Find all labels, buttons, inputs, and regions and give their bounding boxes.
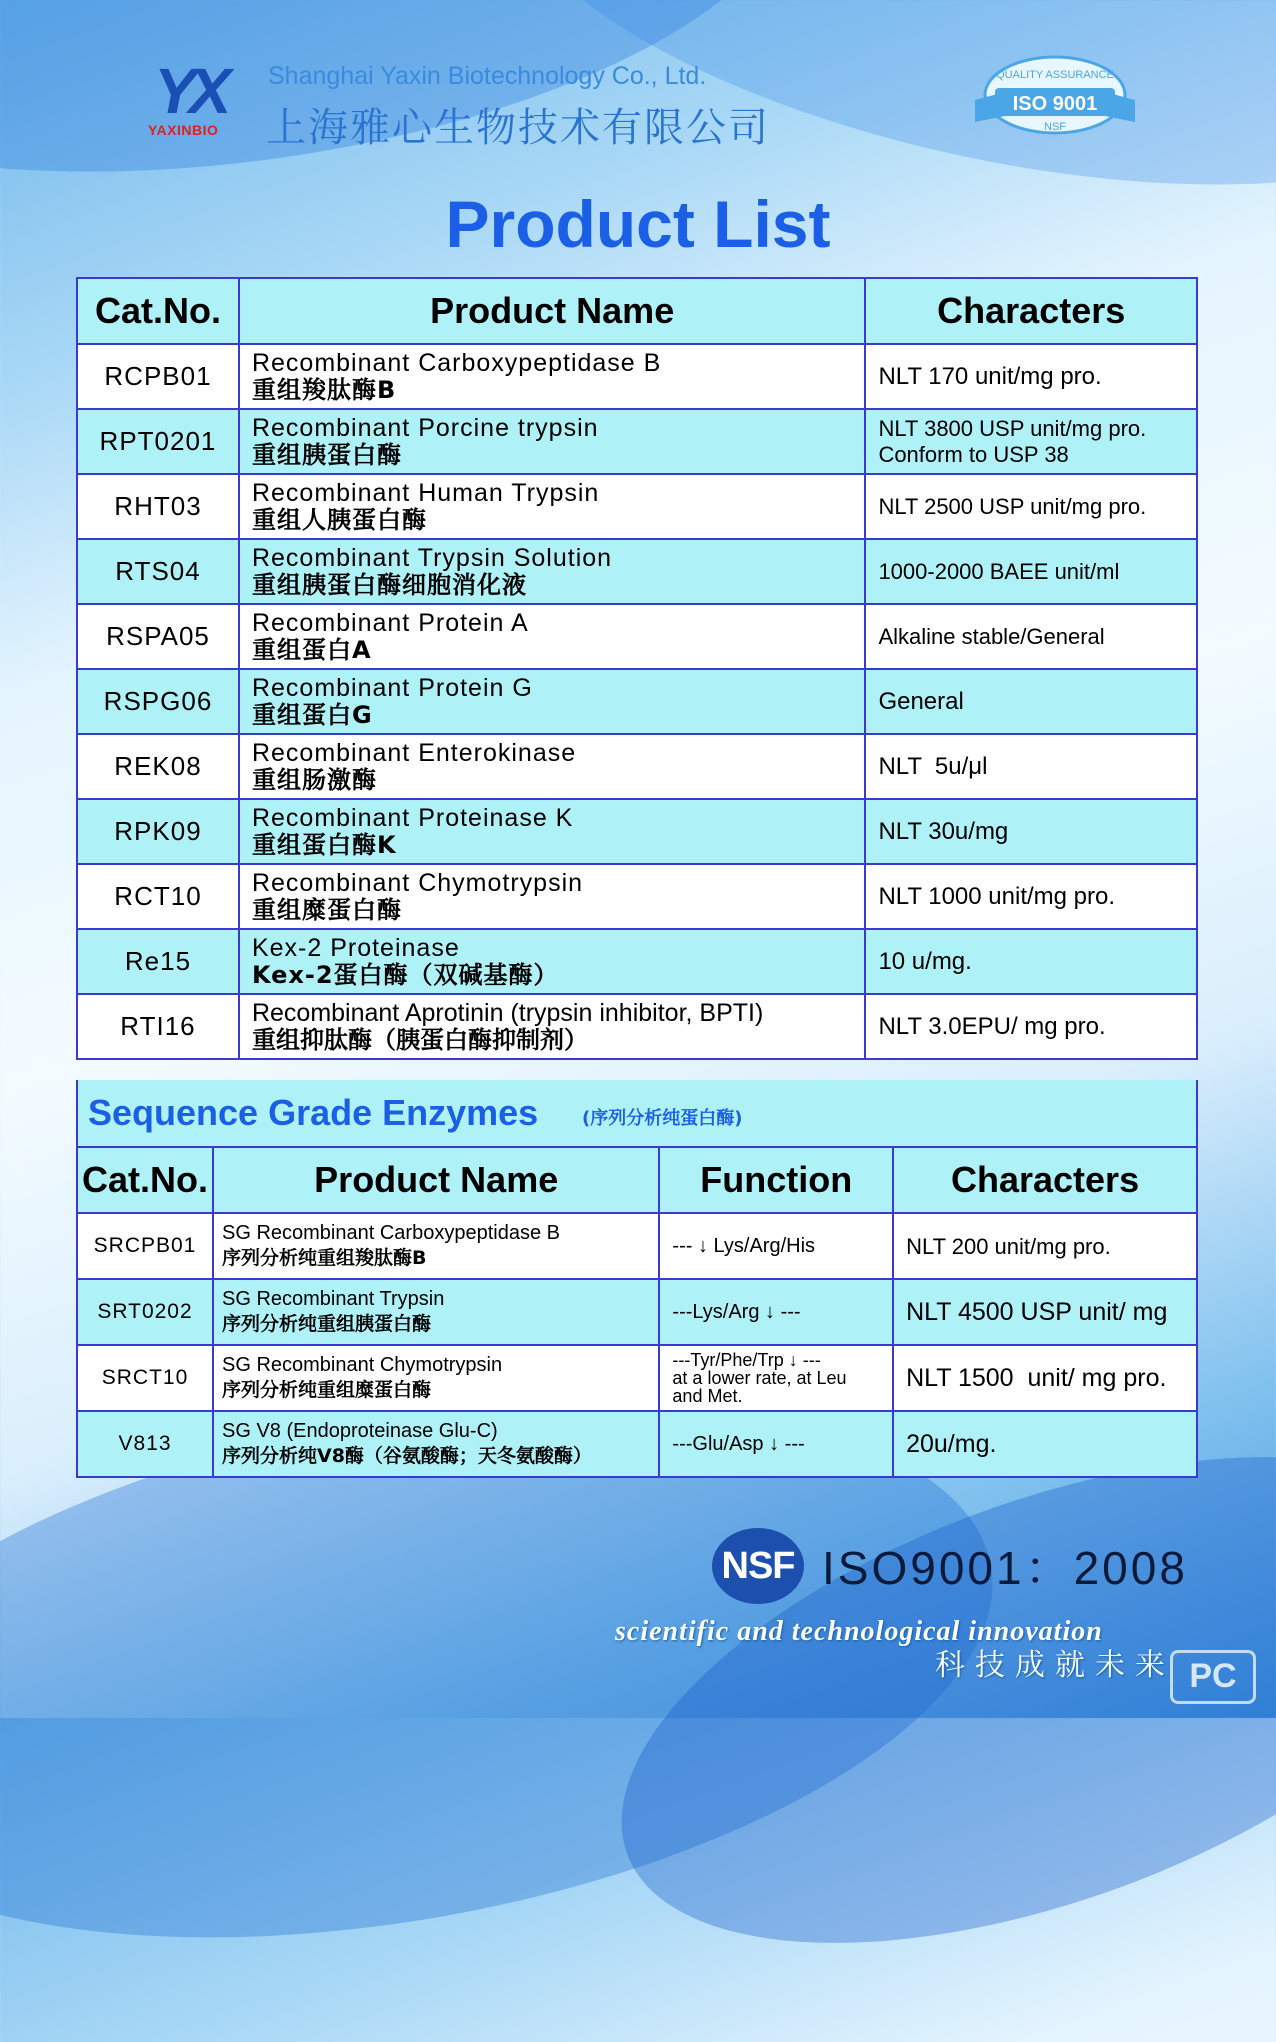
table-row — [77, 1345, 1197, 1411]
product-name-en: Recombinant Enterokinase — [251, 738, 577, 767]
characters-cell: NLT 3.0EPU/ mg pro. — [865, 994, 1197, 1059]
table-row — [77, 734, 1197, 799]
table-row — [77, 994, 1197, 1059]
product-name-cn: 重组胰蛋白酶 — [251, 440, 402, 469]
product-name-cn: 重组糜蛋白酶 — [251, 895, 402, 924]
cat-no-cell: RSPA05 — [77, 604, 239, 669]
product-name-cn: 重组抑肽酶（胰蛋白酶抑制剂） — [251, 1025, 588, 1054]
slogan-cn: 科技成就未来 — [935, 1648, 1175, 1683]
header-function: Function — [659, 1147, 893, 1213]
characters-cell: NLT 4500 USP unit/ mg — [893, 1279, 1197, 1345]
characters-cell: NLT 1000 unit/mg pro. — [865, 864, 1197, 929]
iso-quality-badge — [965, 50, 1145, 140]
characters-cell: NLT 30u/mg — [865, 799, 1197, 864]
product-name-cn: 序列分析纯重组糜蛋白酶 — [222, 1379, 432, 1401]
characters-cell — [865, 409, 1197, 474]
product-name-cell — [213, 1279, 659, 1345]
product-name-cell — [239, 604, 865, 669]
cat-no-cell: RHT03 — [77, 474, 239, 539]
product-name-en: Recombinant Chymotrypsin — [251, 868, 584, 897]
cat-no-cell: V813 — [77, 1411, 213, 1477]
table-row — [77, 344, 1197, 409]
product-name-en: Recombinant Human Trypsin — [251, 478, 600, 507]
characters-line: NLT 3800 USP unit/mg pro. — [878, 415, 1147, 441]
cat-no-cell: RPK09 — [77, 799, 239, 864]
watermark-logo: PC — [1170, 1650, 1256, 1704]
product-name-cell — [239, 344, 865, 409]
product-name-cell — [239, 474, 865, 539]
characters-cell: 20u/mg. — [893, 1411, 1197, 1477]
page-title: Product List — [445, 187, 831, 261]
iso-badge-bottom: NSF — [1044, 121, 1066, 133]
header-product-name: Product Name — [239, 278, 865, 344]
characters-cell: 10 u/mg. — [865, 929, 1197, 994]
section-title-cn: (序列分析纯蛋白酶) — [582, 1108, 743, 1129]
product-name-en: Recombinant Carboxypeptidase B — [251, 348, 662, 377]
product-name-en: SG Recombinant Chymotrypsin — [222, 1354, 503, 1376]
product-name-cell — [213, 1345, 659, 1411]
product-name-en: SG Recombinant Carboxypeptidase B — [222, 1222, 560, 1244]
cat-no-cell: SRCPB01 — [77, 1213, 213, 1279]
function-cell: --- ↓ Lys/Arg/His — [659, 1213, 893, 1279]
cat-no-cell: RCPB01 — [77, 344, 239, 409]
product-name-cell — [239, 409, 865, 474]
product-name-en: Recombinant Proteinase K — [251, 803, 574, 832]
product-name-cn: 重组蛋白A — [251, 635, 372, 664]
function-cell: ---Glu/Asp ↓ --- — [659, 1411, 893, 1477]
cat-no-cell: RTI16 — [77, 994, 239, 1059]
function-line: ---Tyr/Phe/Trp ↓ --- — [672, 1350, 821, 1370]
product-name-cn: 重组蛋白G — [251, 700, 373, 729]
table-row — [77, 799, 1197, 864]
characters-cell: NLT 170 unit/mg pro. — [865, 344, 1197, 409]
product-name-cn: 序列分析纯重组羧肽酶B — [222, 1247, 427, 1269]
cat-no-cell: Re15 — [77, 929, 239, 994]
logo-mark: YX — [154, 55, 224, 127]
characters-cell: NLT 200 unit/mg pro. — [893, 1213, 1197, 1279]
product-name-cell — [213, 1213, 659, 1279]
product-name-cell — [239, 994, 865, 1059]
product-name-cell — [239, 929, 865, 994]
table-row — [77, 409, 1197, 474]
header-characters: Characters — [865, 278, 1197, 344]
product-name-cn: 重组人胰蛋白酶 — [251, 505, 427, 534]
table-row — [77, 1411, 1197, 1477]
header — [0, 0, 1276, 160]
product-name-cn: 重组蛋白酶K — [251, 830, 397, 859]
product-name-en: SG V8 (Endoproteinase Glu-C) — [222, 1420, 498, 1442]
table-row — [77, 864, 1197, 929]
table-row — [77, 539, 1197, 604]
characters-cell: General — [865, 669, 1197, 734]
function-cell — [659, 1345, 893, 1411]
product-name-cn: 重组肠激酶 — [251, 765, 377, 794]
product-name-cell — [239, 669, 865, 734]
nsf-logo: NSF — [712, 1528, 804, 1604]
cat-no-cell: RSPG06 — [77, 669, 239, 734]
table-header-row — [77, 278, 1197, 344]
table-row — [77, 1213, 1197, 1279]
characters-cell: NLT 1500 unit/ mg pro. — [893, 1345, 1197, 1411]
table-row — [77, 669, 1197, 734]
company-logo — [148, 55, 248, 140]
product-name-en: Recombinant Protein G — [251, 673, 533, 702]
product-name-cn: 序列分析纯V8酶（谷氨酸酶；天冬氨酸酶） — [222, 1445, 592, 1467]
iso-badge-middle: ISO 9001 — [1012, 93, 1098, 115]
product-name-en: Recombinant Protein A — [251, 608, 529, 637]
table-row — [77, 474, 1197, 539]
cat-no-cell: RPT0201 — [77, 409, 239, 474]
product-table — [76, 277, 1198, 1060]
table-row — [77, 929, 1197, 994]
company-name-en: Shanghai Yaxin Biotechnology Co., Ltd. — [268, 62, 707, 90]
product-name-cell — [239, 734, 865, 799]
product-name-en: Recombinant Trypsin Solution — [251, 543, 613, 572]
characters-cell: Alkaline stable/General — [865, 604, 1197, 669]
logo-wordmark: YAXINBIO — [148, 122, 219, 138]
product-name-cn: Kex-2蛋白酶（双碱基酶） — [251, 960, 559, 989]
cat-no-cell: SRCT10 — [77, 1345, 213, 1411]
product-name-cell — [213, 1411, 659, 1477]
header-cat-no: Cat.No. — [77, 278, 239, 344]
cat-no-cell: RTS04 — [77, 539, 239, 604]
sequence-grade-table — [76, 1146, 1198, 1478]
characters-cell: NLT 2500 USP unit/mg pro. — [865, 474, 1197, 539]
header-characters: Characters — [893, 1147, 1197, 1213]
product-name-en: Kex-2 Proteinase — [251, 933, 460, 962]
product-name-en: Recombinant Porcine trypsin — [251, 413, 599, 442]
table-row — [77, 1279, 1197, 1345]
header-product-name: Product Name — [213, 1147, 659, 1213]
sequence-grade-section-header — [76, 1080, 1198, 1146]
function-cell: ---Lys/Arg ↓ --- — [659, 1279, 893, 1345]
characters-cell: 1000-2000 BAEE unit/ml — [865, 539, 1197, 604]
table-row — [77, 604, 1197, 669]
header-cat-no: Cat.No. — [77, 1147, 213, 1213]
table-header-row — [77, 1147, 1197, 1213]
slogan-en: scientific and technological innovation — [615, 1616, 1103, 1647]
iso-badge-top: QUALITY ASSURANCE — [996, 69, 1114, 81]
product-name-cn: 序列分析纯重组胰蛋白酶 — [222, 1313, 432, 1335]
product-name-cn: 重组羧肽酶B — [251, 375, 397, 404]
cat-no-cell: SRT0202 — [77, 1279, 213, 1345]
cat-no-cell: RCT10 — [77, 864, 239, 929]
characters-cell: NLT 5u/μl — [865, 734, 1197, 799]
section-title-en: Sequence Grade Enzymes — [88, 1092, 539, 1133]
product-name-cn: 重组胰蛋白酶细胞消化液 — [251, 570, 527, 599]
product-name-en: SG Recombinant Trypsin — [222, 1288, 445, 1310]
characters-line: Conform to USP 38 — [878, 441, 1069, 467]
iso-certification: ISO9001：2008 — [822, 1542, 1188, 1594]
company-name-cn: 上海雅心生物技术有限公司 — [266, 105, 770, 151]
function-line: at a lower rate, at Leu — [672, 1368, 847, 1388]
cat-no-cell: REK08 — [77, 734, 239, 799]
product-name-cell — [239, 539, 865, 604]
product-name-cell — [239, 864, 865, 929]
product-name-en: Recombinant Aprotinin (trypsin inhibitor, BPTI) — [251, 998, 764, 1027]
product-name-cell — [239, 799, 865, 864]
function-line: and Met. — [672, 1386, 743, 1406]
